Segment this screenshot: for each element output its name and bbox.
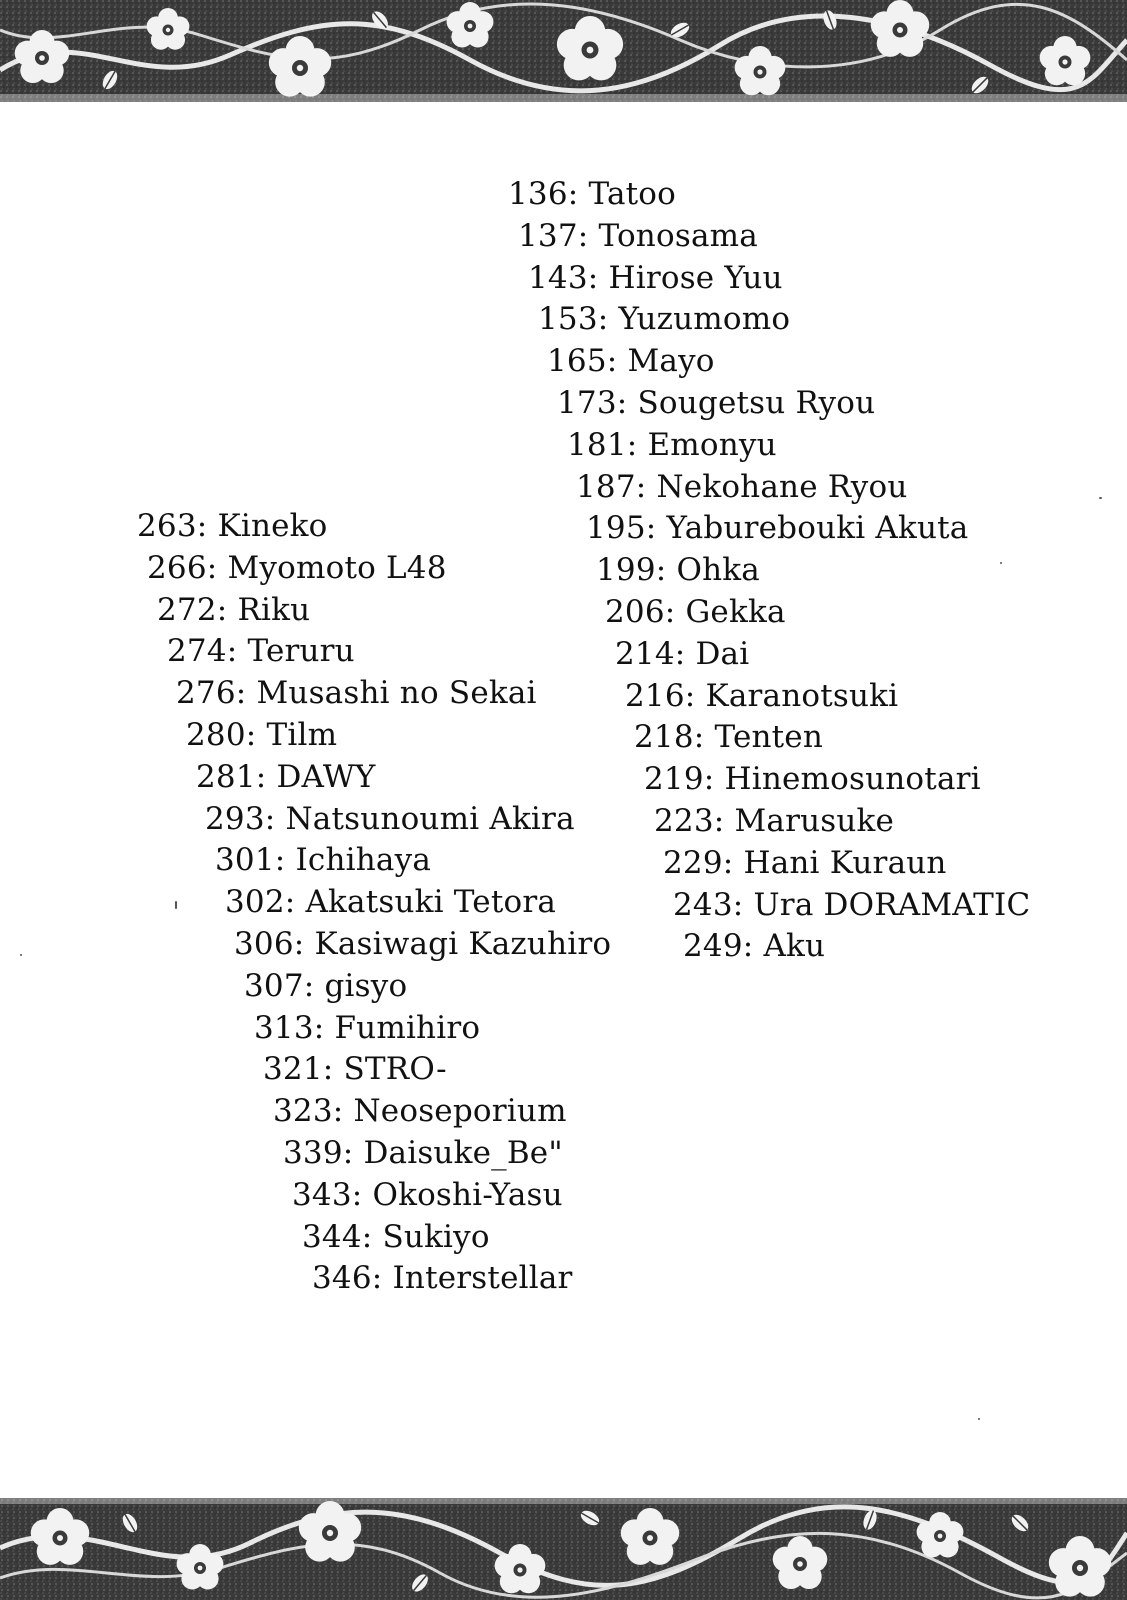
credit-entry: 274: Teruru xyxy=(167,633,355,670)
credit-entry: 313: Fumihiro xyxy=(254,1009,481,1046)
credit-entry: 323: Neoseporium xyxy=(273,1093,567,1130)
scan-speck xyxy=(1000,562,1002,564)
credit-entry: 219: Hinemosunotari xyxy=(644,761,981,798)
credit-entry: 229: Hani Kuraun xyxy=(663,844,947,881)
scan-speck xyxy=(175,901,177,909)
floral-pattern-bottom xyxy=(0,1498,1127,1600)
credit-entry: 307: gisyo xyxy=(244,967,408,1004)
credit-entry: 249: Aku xyxy=(683,928,826,965)
scan-speck xyxy=(978,1418,980,1420)
top-floral-border xyxy=(0,0,1127,102)
bottom-floral-border xyxy=(0,1498,1127,1600)
credit-entry: 216: Karanotsuki xyxy=(625,677,899,714)
credit-entry: 302: Akatsuki Tetora xyxy=(225,884,557,921)
credit-entry: 339: Daisuke_Be" xyxy=(283,1134,563,1171)
credit-entry: 343: Okoshi-Yasu xyxy=(292,1176,563,1213)
credit-entry: 173: Sougetsu Ryou xyxy=(557,384,876,421)
credit-entry: 206: Gekka xyxy=(605,593,786,630)
credit-entry: 281: DAWY xyxy=(196,758,376,795)
credit-entry: 263: Kineko xyxy=(137,508,328,544)
credit-entry: 137: Tonosama xyxy=(518,217,758,254)
credit-entry: 153: Yuzumomo xyxy=(538,301,791,338)
scan-speck xyxy=(1099,497,1102,499)
credits-left-column xyxy=(137,506,612,1300)
credit-entry: 143: Hirose Yuu xyxy=(528,259,783,296)
credit-entry: 181: Emonyu xyxy=(567,426,777,463)
credit-entry: 199: Ohka xyxy=(596,552,760,589)
credit-entry: 195: Yaburebouki Akuta xyxy=(586,510,969,547)
credit-entry: 301: Ichihaya xyxy=(215,842,431,879)
credit-entry: 165: Mayo xyxy=(547,343,715,380)
credit-entry: 223: Marusuke xyxy=(654,802,895,839)
credit-entry: 276: Musashi no Sekai xyxy=(176,675,537,712)
credit-entry: 272: Riku xyxy=(157,591,311,628)
credit-entry: 306: Kasiwagi Kazuhiro xyxy=(234,925,612,962)
floral-pattern-top xyxy=(0,0,1127,102)
credit-entry: 266: Myomoto L48 xyxy=(147,549,447,586)
credit-entry: 243: Ura DORAMATIC xyxy=(673,886,1031,923)
credit-entry: 136: Tatoo xyxy=(508,176,677,212)
credit-entry: 187: Nekohane Ryou xyxy=(576,468,908,505)
credit-entry: 218: Tenten xyxy=(634,719,824,756)
credit-entry: 293: Natsunoumi Akira xyxy=(205,800,575,837)
credit-entry: 214: Dai xyxy=(615,635,750,672)
credit-entry: 344: Sukiyo xyxy=(302,1218,490,1255)
credit-entry: 321: STRO- xyxy=(263,1051,447,1088)
scan-speck xyxy=(20,954,22,956)
credit-entry: 280: Tilm xyxy=(186,716,338,753)
credit-entry: 346: Interstellar xyxy=(312,1260,573,1297)
